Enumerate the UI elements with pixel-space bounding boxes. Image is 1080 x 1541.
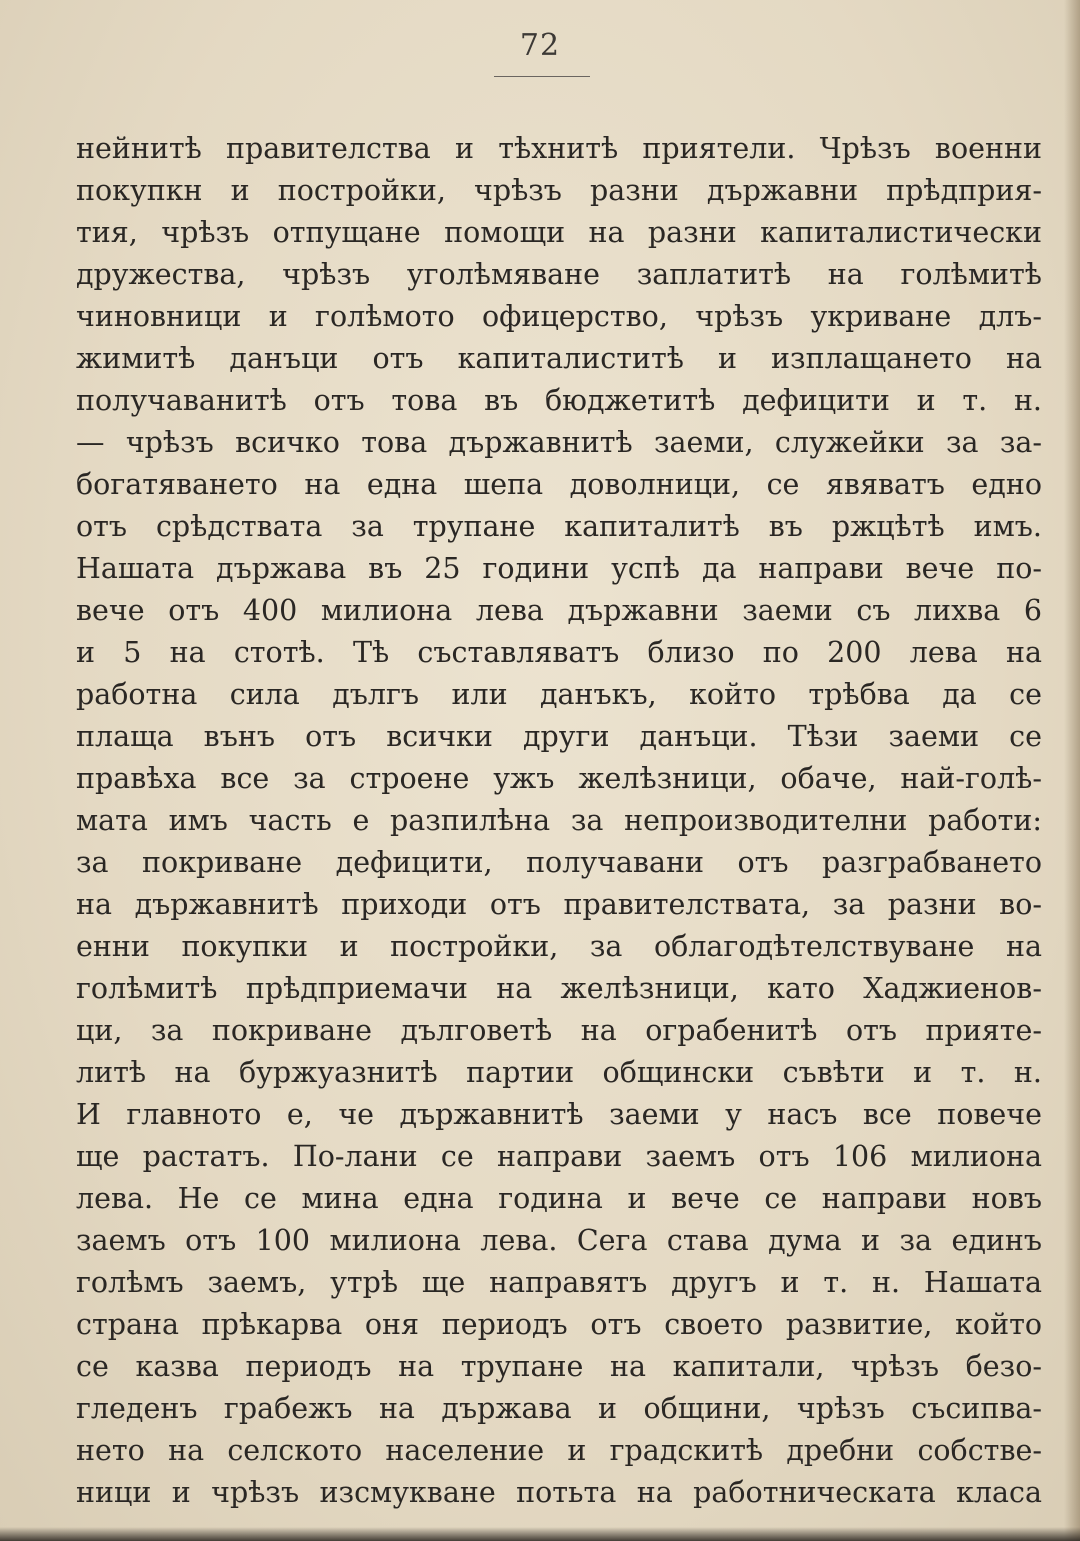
text-line: отъ срѣдствата за трупане капиталитѣ въ ржцѣтѣ имъ. [76, 510, 1042, 543]
text-line: вече отъ 400 милиона лева държавни заеми съ лихва 6 [76, 594, 1042, 627]
text-line: покупкн и постройки, чрѣзъ разни държавни прѣдприя- [76, 174, 1042, 207]
text-line: на държавнитѣ приходи отъ правителствата, за разни во- [76, 888, 1042, 921]
page-number-rule [494, 76, 590, 77]
text-line: Нашата държава въ 25 години успѣ да направи вече по- [76, 552, 1042, 585]
text-line: плаща вънъ отъ всички други данъци. Тѣзи заеми се [76, 720, 1042, 753]
text-line: нето на селското население и градскитѣ дребни собстве- [76, 1434, 1042, 1467]
text-line: лева. Не се мина една година и вече се направи новъ [76, 1182, 1042, 1215]
text-line: заемъ отъ 100 милиона лева. Сега става дума и за единъ [76, 1224, 1042, 1257]
page-spine-shadow [1064, 0, 1080, 1541]
text-line: получаванитѣ отъ това въ бюджетитѣ дефицити и т. н. [76, 384, 1042, 417]
text-line: тия, чрѣзъ отпущане помощи на разни капиталистически [76, 216, 1042, 249]
text-line: ци, за покриване дълговетѣ на ограбенитѣ отъ приятe- [76, 1014, 1042, 1047]
text-line: енни покупки и постройки, за облагодѣтелствуване на [76, 930, 1042, 963]
text-line: — чрѣзъ всичко това държавнитѣ заеми, служейки за за- [76, 426, 1042, 459]
page-bottom-edge [0, 1527, 1080, 1541]
text-line: за покриване дефицити, получавани отъ разграбването [76, 846, 1042, 879]
text-line: нейнитѣ правителства и тѣхнитѣ приятели. Чрѣзъ военни [76, 132, 1042, 165]
text-line: И главното е, че държавнитѣ заеми у насъ все повече [76, 1098, 1042, 1131]
text-line: голѣмъ заемъ, утрѣ ще направятъ другъ и т. н. Нашата [76, 1266, 1042, 1299]
text-line: дружества, чрѣзъ уголѣмяване заплатитѣ на голѣмитѣ [76, 258, 1042, 291]
text-line: ници и чрѣзъ изсмукване потьта на работническата класа [76, 1476, 1042, 1509]
text-line: правѣха все за строене ужъ желѣзници, обаче, най-голѣ- [76, 762, 1042, 795]
text-line: се казва периодъ на трупане на капитали, чрѣзъ безо- [76, 1350, 1042, 1383]
text-line: работна сила дългъ или данъкъ, който трѣбва да се [76, 678, 1042, 711]
text-line: гледенъ грабежъ на държава и общини, чрѣзъ съсипва- [76, 1392, 1042, 1425]
body-text [76, 128, 1042, 1514]
text-line: и 5 на стотѣ. Тѣ съставляватъ близо по 200 лева на [76, 636, 1042, 669]
text-line: страна прѣкарва оня периодъ отъ своето развитие, който [76, 1308, 1042, 1341]
text-line: богатяването на една шепа доволници, се явяватъ едно [76, 468, 1042, 501]
text-line: жимитѣ данъци отъ капиталиститѣ и изплащането на [76, 342, 1042, 375]
text-line: литѣ на буржуазнитѣ партии общински съвѣти и т. н. [76, 1056, 1042, 1089]
text-line: чиновници и голѣмото офицерство, чрѣзъ укриване длъ- [76, 300, 1042, 333]
text-line: ще растатъ. По-лани се направи заемъ отъ 106 милиона [76, 1140, 1042, 1173]
text-line: голѣмитѣ прѣдприемачи на желѣзници, като Хаджиенов- [76, 972, 1042, 1005]
text-line: мата имъ часть е разпилѣна за непроизводителни работи: [76, 804, 1042, 837]
page-number: 72 [519, 28, 561, 63]
